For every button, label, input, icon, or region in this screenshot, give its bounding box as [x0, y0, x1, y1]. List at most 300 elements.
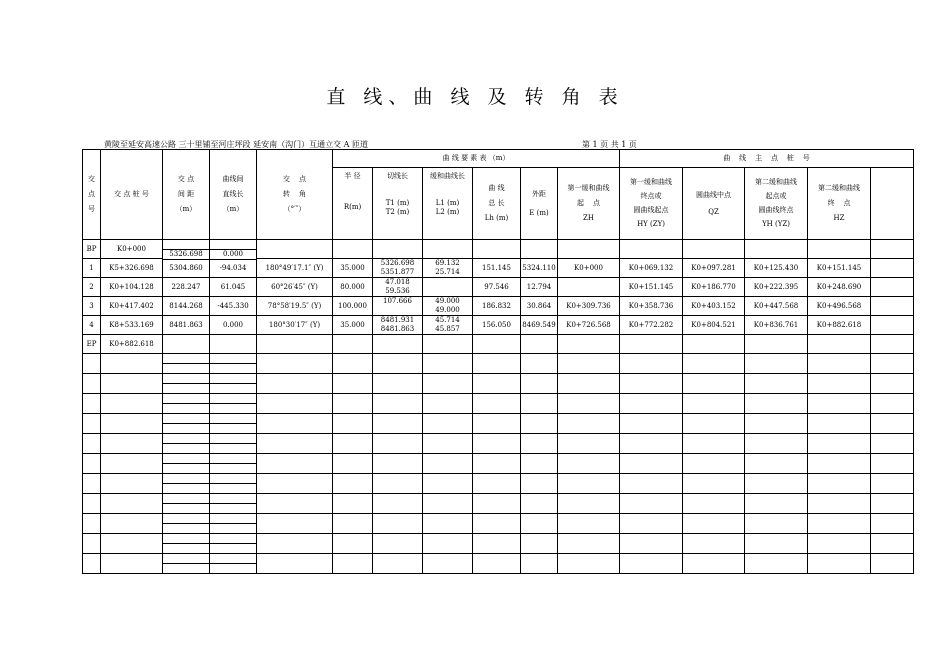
table-row: [83, 494, 914, 504]
cell-empty: [210, 474, 257, 484]
cell-empty: [163, 384, 210, 394]
cell-empty: [683, 414, 745, 434]
tangent-t2: [374, 306, 421, 315]
cell-jd-no: 1: [83, 259, 101, 278]
cell-empty: [558, 394, 620, 414]
cell-radius: 80.000: [333, 278, 373, 297]
cell-radius: 100.000: [333, 297, 373, 316]
cell-qz: K0+804.521: [683, 316, 745, 335]
tangent-t2: [374, 249, 421, 258]
cell-empty: [210, 335, 257, 354]
cell-zh: [558, 335, 620, 354]
cell-external: 12.794: [521, 278, 558, 297]
cell-hz: K0+151.145: [808, 259, 871, 278]
cell-empty: [808, 374, 871, 394]
cell-jd-station: K8+533.169: [101, 316, 163, 335]
cell-empty: [808, 394, 871, 414]
cell-qz: K0+097.281: [683, 259, 745, 278]
cell-empty: [871, 434, 914, 454]
cell-empty: [373, 494, 423, 514]
header-hy: 第一缓和曲线 终点或 圆曲线起点 HY (ZY): [620, 168, 683, 240]
cell-empty: [558, 514, 620, 534]
tangent-t2: 5351.877: [380, 268, 415, 276]
cell-qz: K0+186.770: [683, 278, 745, 297]
cell-curve-total: 151.145: [473, 259, 521, 278]
cell-empty: [373, 394, 423, 414]
cell-empty: [521, 394, 558, 414]
cell-empty: [620, 434, 683, 454]
cell-curve-total: 97.546: [473, 278, 521, 297]
cell-empty: [373, 374, 423, 394]
cell-hy: [620, 335, 683, 354]
cell-jd-distance: 8481.863: [163, 316, 210, 335]
cell-empty: [163, 240, 210, 250]
page-number: 第 1 页 共 1 页: [582, 140, 637, 149]
cell-jd-station: K5+326.698: [101, 259, 163, 278]
cell-zh: [558, 278, 620, 297]
cell-empty: [373, 414, 423, 434]
cell-empty: [683, 494, 745, 514]
cell-empty: [210, 504, 257, 514]
cell-yh: K0+125.430: [745, 259, 808, 278]
cell-empty: [163, 554, 210, 564]
cell-empty: [745, 434, 808, 454]
cell-empty: [808, 534, 871, 554]
cell-hy: [620, 240, 683, 259]
cell-qz: K0+403.152: [683, 297, 745, 316]
cell-empty: [257, 454, 333, 474]
cell-empty: [871, 514, 914, 534]
cell-empty: [521, 354, 558, 374]
table-row: [83, 454, 914, 464]
tangent-t2: [374, 344, 421, 353]
cell-empty: [163, 464, 210, 474]
cell-empty: [163, 534, 210, 544]
cell-empty: [473, 454, 521, 474]
table-row: [83, 474, 914, 484]
cell-empty: [808, 354, 871, 374]
cell-empty: [620, 554, 683, 574]
cell-empty: [423, 534, 473, 554]
cell-empty: [257, 434, 333, 454]
cell-tangent: [373, 240, 423, 259]
cell-hz: K0+496.568: [808, 297, 871, 316]
cell-empty: [808, 554, 871, 574]
cell-empty: [808, 434, 871, 454]
cell-empty: [163, 335, 210, 354]
cell-curve-total: 186.832: [473, 297, 521, 316]
cell-qz: [683, 335, 745, 354]
cell-empty: [257, 474, 333, 494]
cell-empty: [423, 494, 473, 514]
table-row: [83, 554, 914, 564]
cell-empty: [620, 454, 683, 474]
cell-hz: [808, 240, 871, 259]
cell-empty: [257, 394, 333, 414]
cell-empty: [683, 454, 745, 474]
cell-empty: [871, 354, 914, 374]
cell-hy: K0+151.145: [620, 278, 683, 297]
table-row: [83, 374, 914, 384]
header-curve-elements: 曲 线 要 素 表 （m）: [333, 150, 620, 168]
cell-jd-distance: 5304.860: [163, 260, 210, 278]
cell-yh: K0+447.568: [745, 297, 808, 316]
cell-empty: [83, 514, 101, 534]
cell-empty: [163, 544, 210, 554]
cell-empty: [101, 354, 163, 374]
cell-jd-no: 4: [83, 316, 101, 335]
cell-empty: [210, 414, 257, 424]
cell-empty: [473, 514, 521, 534]
header-main-points: 曲 线 主 点 桩 号: [620, 150, 914, 168]
cell-jd-station: K0+104.128: [101, 278, 163, 297]
cell-empty: [745, 354, 808, 374]
cell-empty: [210, 240, 257, 250]
cell-empty: [101, 494, 163, 514]
cell-empty: [163, 514, 210, 524]
cell-jd-no: EP: [83, 335, 101, 354]
cell-zh: K0+000: [558, 259, 620, 278]
tangent-t2: 8481.863: [380, 325, 415, 333]
cell-empty: [210, 374, 257, 384]
header-external: 外距 E (m): [521, 168, 558, 240]
cell-empty: [808, 514, 871, 534]
header-tangent: 切线长 T1 (m) T2 (m): [373, 168, 423, 240]
cell-external: 8469.549: [521, 316, 558, 335]
table-row: [83, 434, 914, 444]
cell-empty: [333, 454, 373, 474]
cell-empty: [473, 394, 521, 414]
cell-empty: [101, 474, 163, 494]
cell-tangent: [373, 278, 423, 297]
spiral-l1: 49.000: [435, 297, 460, 305]
header-zh: 第一缓和曲线 起 点 ZH: [558, 168, 620, 240]
cell-deflection-angle: [257, 240, 333, 259]
cell-empty: [558, 474, 620, 494]
cell-empty: [373, 534, 423, 554]
cell-jd-station: K0+000: [101, 240, 163, 259]
spiral-l2: [424, 287, 471, 296]
cell-empty: [83, 494, 101, 514]
cell-empty: [745, 514, 808, 534]
cell-empty: [871, 534, 914, 554]
cell-empty: [163, 454, 210, 464]
spiral-l2: [424, 344, 471, 353]
cell-empty: [333, 434, 373, 454]
tangent-t1: 107.666: [383, 297, 412, 305]
cell-empty: [473, 534, 521, 554]
header-yh: 第二缓和曲线 起点或 圆曲线终点 YH (YZ): [745, 168, 808, 240]
cell-qz: [683, 240, 745, 259]
cell-empty: [808, 414, 871, 434]
cell-curve-total: 156.050: [473, 316, 521, 335]
cell-empty: [163, 394, 210, 404]
cell-empty: [521, 454, 558, 474]
header-curve-total: 曲 线 总 长 Lh (m): [473, 168, 521, 240]
cell-empty: [210, 514, 257, 524]
curve-table: [82, 149, 914, 574]
cell-empty: [333, 394, 373, 414]
cell-empty: [620, 514, 683, 534]
cell-empty: [83, 354, 101, 374]
cell-empty: [745, 454, 808, 474]
cell-empty: [163, 434, 210, 444]
cell-empty: [210, 544, 257, 554]
cell-jd-no: 3: [83, 297, 101, 316]
cell-external: [521, 240, 558, 259]
cell-empty: [373, 354, 423, 374]
cell-deflection-angle: 60°26′45″ (Y): [257, 278, 333, 297]
cell-empty: [210, 454, 257, 464]
cell-empty: [423, 374, 473, 394]
cell-empty: [163, 524, 210, 534]
cell-empty: [558, 354, 620, 374]
cell-empty: [521, 374, 558, 394]
cell-empty: [101, 414, 163, 434]
cell-empty: [333, 534, 373, 554]
cell-line-length: -94.034: [210, 260, 257, 278]
cell-tangent: [373, 335, 423, 354]
cell-jd-distance: 8144.268: [163, 297, 210, 316]
cell-empty: [521, 434, 558, 454]
tangent-t1: 5326.698: [380, 259, 415, 267]
cell-empty: [257, 534, 333, 554]
cell-empty: [808, 474, 871, 494]
cell-empty: [473, 374, 521, 394]
spiral-l2: 49.000: [435, 306, 460, 314]
cell-zh: K0+309.736: [558, 297, 620, 316]
header-deflection-angle: 交 点 转 角 （°′″）: [257, 150, 333, 240]
header-line-length: 曲线间 直线长 （m）: [210, 150, 257, 240]
cell-empty: [558, 434, 620, 454]
table-row: [83, 354, 914, 364]
cell-empty: [423, 354, 473, 374]
cell-empty: [163, 404, 210, 414]
cell-spiral: [423, 297, 473, 316]
cell-empty: [333, 374, 373, 394]
spiral-l1: [424, 240, 471, 249]
cell-deflection-angle: 180°49′17.1″ (Y): [257, 259, 333, 278]
cell-empty: [333, 514, 373, 534]
cell-empty: [257, 374, 333, 394]
cell-empty: [620, 374, 683, 394]
cell-empty: [210, 534, 257, 544]
cell-empty: [521, 414, 558, 434]
cell-radius: 35.000: [333, 316, 373, 335]
cell-empty: [257, 414, 333, 434]
cell-empty: [210, 494, 257, 504]
cell-empty: [101, 454, 163, 474]
cell-empty: [101, 554, 163, 574]
cell-hz: [808, 335, 871, 354]
cell-empty: [373, 454, 423, 474]
cell-jd-station: K0+882.618: [101, 335, 163, 354]
cell-empty: [871, 474, 914, 494]
cell-empty: [373, 514, 423, 534]
table-row: [83, 534, 914, 544]
cell-empty: [871, 454, 914, 474]
tangent-t1: 8481.931: [380, 316, 415, 324]
cell-empty: [473, 434, 521, 454]
cell-empty: [473, 554, 521, 574]
cell-line-length: 0.000: [210, 250, 257, 260]
cell-empty: [83, 414, 101, 434]
cell-remark: [871, 297, 914, 316]
cell-empty: [558, 554, 620, 574]
cell-zh: K0+726.568: [558, 316, 620, 335]
cell-line-length: 61.045: [210, 278, 257, 297]
cell-empty: [83, 474, 101, 494]
cell-empty: [210, 424, 257, 434]
cell-empty: [210, 524, 257, 534]
header-hz: 第二缓和曲线 终 点 HZ: [808, 168, 871, 240]
spiral-l2: 45.857: [435, 325, 460, 333]
cell-empty: [83, 434, 101, 454]
cell-empty: [871, 494, 914, 514]
cell-empty: [745, 474, 808, 494]
cell-empty: [745, 374, 808, 394]
cell-empty: [423, 474, 473, 494]
cell-empty: [101, 394, 163, 414]
table-row: [83, 240, 914, 250]
cell-empty: [257, 554, 333, 574]
cell-empty: [83, 374, 101, 394]
cell-empty: [521, 554, 558, 574]
tangent-t1: [374, 240, 421, 249]
cell-empty: [423, 394, 473, 414]
cell-tangent: [373, 316, 423, 335]
cell-radius: [333, 240, 373, 259]
cell-empty: [871, 374, 914, 394]
cell-empty: [373, 474, 423, 494]
cell-empty: [745, 494, 808, 514]
header-jd-distance: 交 点 间 距 （m）: [163, 150, 210, 240]
cell-empty: [423, 514, 473, 534]
cell-empty: [163, 474, 210, 484]
cell-empty: [871, 554, 914, 574]
cell-curve-total: [473, 240, 521, 259]
header-spiral: 缓和曲线长 L1 (m) L2 (m): [423, 168, 473, 240]
cell-empty: [163, 444, 210, 454]
cell-radius: 35.000: [333, 259, 373, 278]
cell-empty: [83, 394, 101, 414]
cell-empty: [210, 434, 257, 444]
cell-empty: [683, 554, 745, 574]
cell-empty: [163, 424, 210, 434]
cell-empty: [101, 374, 163, 394]
table-row: [83, 514, 914, 524]
cell-empty: [558, 534, 620, 554]
cell-empty: [257, 354, 333, 374]
cell-empty: [473, 354, 521, 374]
cell-remark: [871, 335, 914, 354]
cell-deflection-angle: [257, 335, 333, 354]
cell-spiral: [423, 335, 473, 354]
cell-empty: [745, 534, 808, 554]
cell-empty: [620, 394, 683, 414]
cell-empty: [163, 364, 210, 374]
cell-hy: K0+358.736: [620, 297, 683, 316]
cell-empty: [83, 554, 101, 574]
cell-empty: [373, 554, 423, 574]
cell-empty: [473, 414, 521, 434]
cell-spiral: [423, 316, 473, 335]
cell-yh: [745, 335, 808, 354]
table-row: [83, 414, 914, 424]
cell-empty: [210, 484, 257, 494]
cell-empty: [210, 364, 257, 374]
cell-remark: [871, 240, 914, 259]
cell-deflection-angle: 78°58′19.5″ (Y): [257, 297, 333, 316]
cell-empty: [163, 504, 210, 514]
cell-empty: [210, 564, 257, 574]
cell-empty: [558, 374, 620, 394]
cell-empty: [683, 474, 745, 494]
cell-line-length: 0.000: [210, 316, 257, 335]
cell-empty: [257, 514, 333, 534]
cell-tangent: [373, 297, 423, 316]
cell-empty: [683, 534, 745, 554]
cell-yh: K0+222.395: [745, 278, 808, 297]
cell-jd-distance: 228.247: [163, 278, 210, 297]
header-jd-station: 交 点 桩 号: [101, 150, 163, 240]
cell-jd-station: K0+417.402: [101, 297, 163, 316]
cell-empty: [163, 564, 210, 574]
cell-yh: [745, 240, 808, 259]
spiral-l1: 69.132: [435, 259, 460, 267]
cell-empty: [683, 394, 745, 414]
cell-empty: [558, 414, 620, 434]
project-name: 黄陵至延安高速公路 三十里铺至河庄坪段 延安南（沟门）互通立交 A 匝道: [104, 140, 368, 149]
cell-empty: [101, 534, 163, 554]
cell-empty: [620, 494, 683, 514]
page-title: 直 线、曲 线 及 转 角 表: [326, 86, 624, 108]
cell-empty: [521, 534, 558, 554]
cell-empty: [871, 414, 914, 434]
header-qz: 圆曲线中点 QZ: [683, 168, 745, 240]
cell-empty: [373, 434, 423, 454]
cell-remark: [871, 316, 914, 335]
header-jd-no: 交 点 号: [83, 150, 101, 240]
table-row: [83, 394, 914, 404]
cell-empty: [210, 384, 257, 394]
cell-empty: [620, 534, 683, 554]
cell-line-length: -445.330: [210, 297, 257, 316]
cell-external: 30.864: [521, 297, 558, 316]
cell-empty: [683, 354, 745, 374]
cell-empty: [101, 514, 163, 534]
cell-hy: K0+772.282: [620, 316, 683, 335]
cell-empty: [210, 354, 257, 364]
cell-spiral: [423, 278, 473, 297]
tangent-t2: 59.536: [385, 287, 410, 295]
cell-empty: [473, 494, 521, 514]
cell-empty: [558, 494, 620, 514]
cell-empty: [871, 394, 914, 414]
cell-spiral: [423, 240, 473, 259]
cell-external: 5324.110: [521, 259, 558, 278]
spiral-l2: 25.714: [435, 268, 460, 276]
cell-empty: [333, 474, 373, 494]
cell-empty: [808, 454, 871, 474]
cell-empty: [333, 354, 373, 374]
cell-empty: [163, 374, 210, 384]
cell-hz: K0+882.618: [808, 316, 871, 335]
cell-empty: [333, 414, 373, 434]
cell-empty: [473, 474, 521, 494]
cell-empty: [423, 454, 473, 474]
cell-empty: [683, 374, 745, 394]
